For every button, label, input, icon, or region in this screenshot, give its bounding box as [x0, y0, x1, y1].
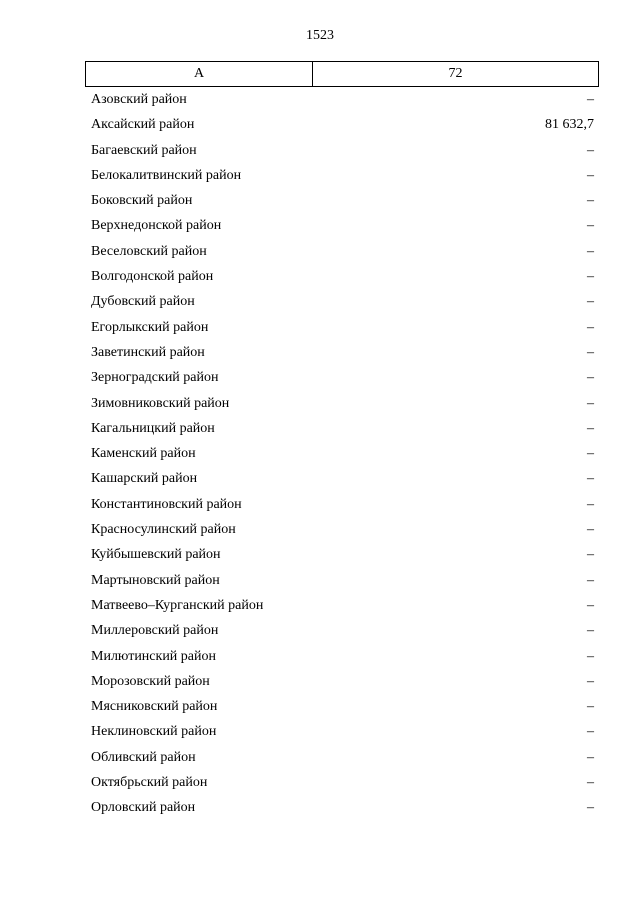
district-value: – [587, 496, 594, 512]
district-value: – [587, 800, 594, 816]
district-value: – [587, 218, 594, 234]
district-name: Милютинский район [91, 648, 217, 664]
district-value: – [587, 699, 594, 715]
district-value: – [587, 420, 594, 436]
district-name: Азовский район [91, 92, 187, 107]
district-value: – [587, 724, 594, 740]
district-value: – [587, 395, 594, 411]
district-name: Белокалитвинский район [91, 167, 242, 183]
district-value: – [587, 775, 594, 791]
table-row [85, 542, 599, 567]
district-table-body [85, 87, 599, 821]
district-name: Морозовский район [91, 673, 210, 689]
table-row [85, 87, 599, 112]
district-name: Каменский район [91, 446, 196, 462]
district-value: – [587, 344, 594, 360]
table-row [85, 745, 599, 770]
district-name: Аксайский район [91, 117, 195, 133]
table-row [85, 391, 599, 416]
district-name: Матвеево–Курганский район [91, 597, 264, 613]
table-row [85, 264, 599, 289]
table-row [85, 795, 599, 820]
district-value: – [587, 243, 594, 259]
district-name: Обливский район [91, 749, 196, 765]
district-value: – [587, 749, 594, 765]
district-value: – [587, 167, 594, 183]
district-name: Неклиновский район [91, 724, 217, 740]
district-name: Боковский район [91, 193, 193, 209]
district-name: Кашарский район [91, 471, 198, 487]
table-row [85, 770, 599, 795]
district-name: Заветинский район [91, 344, 205, 360]
table-row [85, 112, 599, 137]
district-value: – [587, 648, 594, 664]
district-value: – [587, 547, 594, 563]
table-row [85, 416, 599, 441]
district-name: Мясниковский район [91, 699, 218, 715]
table-row [85, 694, 599, 719]
header-row [86, 62, 599, 87]
district-value: – [587, 572, 594, 588]
district-name: Миллеровский район [91, 623, 219, 639]
district-name: Красносулинский район [91, 522, 236, 538]
district-name: Дубовский район [91, 294, 195, 310]
district-value: – [587, 294, 594, 310]
district-value: – [587, 597, 594, 613]
table-row [85, 441, 599, 466]
header-cell-72: 72 [313, 62, 599, 87]
table-row [85, 669, 599, 694]
table-row [85, 315, 599, 340]
district-name: Октябрьский район [91, 775, 208, 791]
district-name: Куйбышевский район [91, 547, 221, 563]
table-row [85, 618, 599, 643]
district-name: Зерноградский район [91, 370, 219, 386]
district-name: Константиновский район [91, 496, 242, 512]
district-name: Багаевский район [91, 142, 197, 158]
district-value: 81 632,7 [545, 117, 594, 133]
district-value: – [587, 370, 594, 386]
table-row [85, 340, 599, 365]
page-number: 1523 [306, 28, 334, 43]
table-row [85, 213, 599, 238]
table-row [85, 719, 599, 744]
district-name: Веселовский район [91, 243, 207, 259]
district-value: – [587, 193, 594, 209]
district-value: – [587, 142, 594, 158]
district-name: Егорлыкский район [91, 319, 209, 335]
district-name: Зимовниковский район [91, 395, 230, 411]
table-row [85, 188, 599, 213]
table-row [85, 138, 599, 163]
district-name: Волгодонской район [91, 269, 214, 285]
table-row [85, 593, 599, 618]
district-value: – [587, 471, 594, 487]
district-value: – [587, 319, 594, 335]
district-value: – [587, 92, 594, 107]
table-row [85, 466, 599, 491]
table-row [85, 365, 599, 390]
table-row [85, 492, 599, 517]
district-value: – [587, 673, 594, 689]
table-row [85, 568, 599, 593]
table-row [85, 163, 599, 188]
district-value: – [587, 522, 594, 538]
district-name: Верхнедонской район [91, 218, 222, 234]
table-row [85, 239, 599, 264]
header-cell-a: А [86, 62, 313, 87]
district-value: – [587, 623, 594, 639]
table-row [85, 517, 599, 542]
table-row [85, 644, 599, 669]
district-name: Кагальницкий район [91, 420, 215, 436]
district-name: Орловский район [91, 800, 196, 816]
district-value: – [587, 269, 594, 285]
table-header [85, 61, 599, 87]
district-value: – [587, 446, 594, 462]
district-name: Мартыновский район [91, 572, 220, 588]
table-row [85, 289, 599, 314]
